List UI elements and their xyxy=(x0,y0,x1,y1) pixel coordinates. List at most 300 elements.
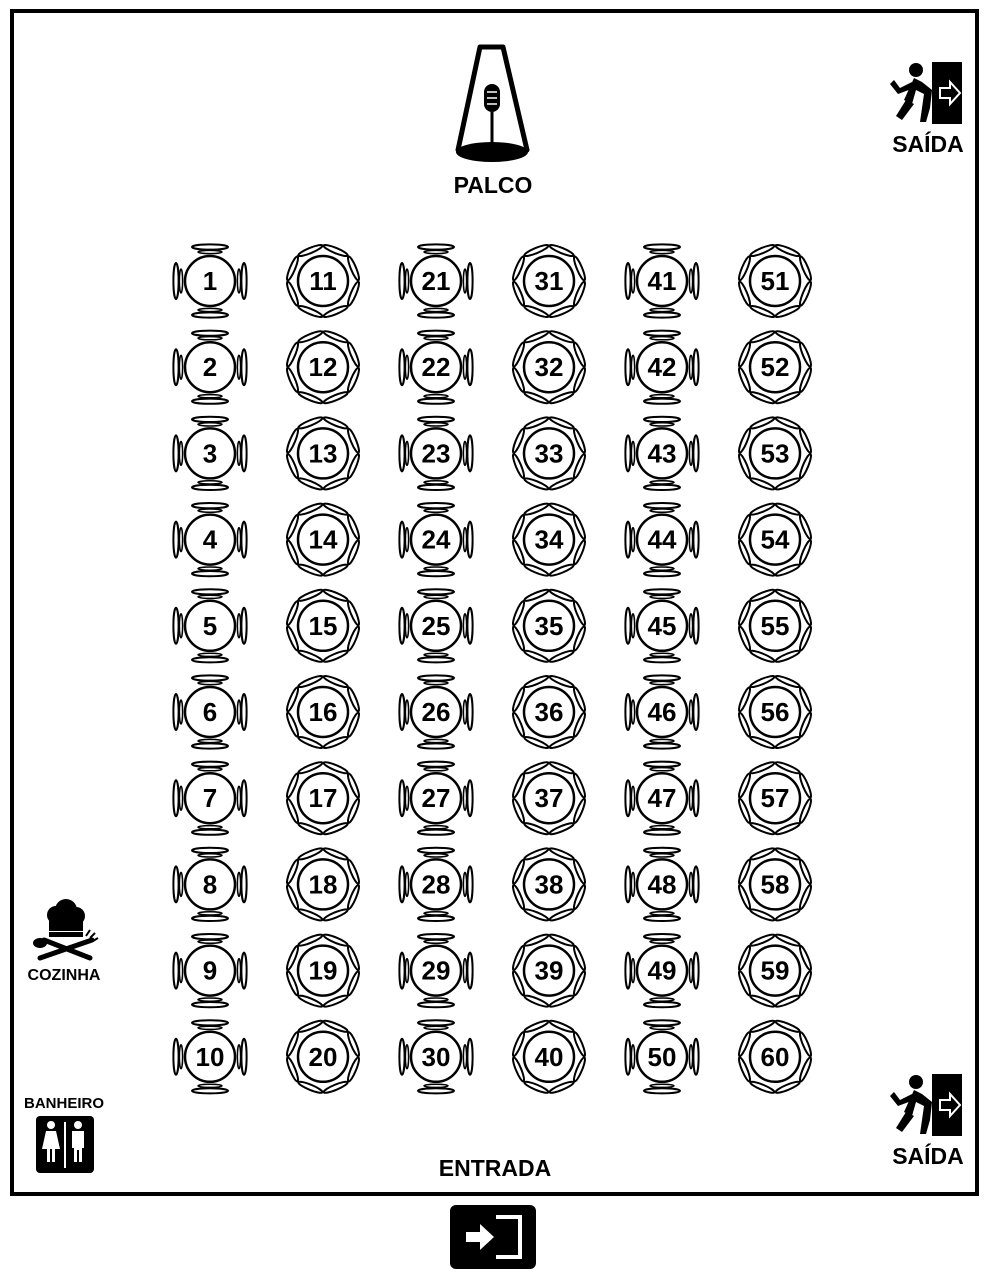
chair xyxy=(241,1039,246,1075)
chair xyxy=(689,269,692,293)
table-20[interactable] xyxy=(285,1019,361,1095)
chair xyxy=(631,1045,634,1069)
table-45[interactable] xyxy=(625,589,698,662)
table-56[interactable] xyxy=(737,674,813,750)
chair xyxy=(418,485,454,490)
table-number: 37 xyxy=(534,783,564,814)
chair xyxy=(644,743,680,748)
chair xyxy=(625,263,630,299)
chair xyxy=(689,1045,692,1069)
chair xyxy=(625,953,630,989)
table-6[interactable] xyxy=(173,675,246,748)
chair xyxy=(424,854,448,857)
chair xyxy=(424,567,448,570)
chair xyxy=(192,657,228,662)
table-number: 18 xyxy=(308,869,338,900)
chair xyxy=(689,786,692,810)
table-4[interactable] xyxy=(173,503,246,576)
table-11[interactable] xyxy=(285,243,361,319)
chair xyxy=(405,441,408,465)
chair xyxy=(418,657,454,662)
chair xyxy=(198,998,222,1001)
chair xyxy=(424,1026,448,1029)
chair xyxy=(644,503,680,508)
running-man-exit-icon xyxy=(890,1074,962,1136)
chair xyxy=(693,435,698,471)
table-32[interactable] xyxy=(511,329,587,405)
chair xyxy=(467,866,472,902)
chair xyxy=(463,700,466,724)
table-number: 44 xyxy=(647,524,677,555)
chair xyxy=(192,762,228,767)
chair xyxy=(192,244,228,249)
table-number: 31 xyxy=(534,266,564,296)
table-number: 40 xyxy=(534,1041,564,1072)
chair xyxy=(650,739,674,742)
chair xyxy=(192,589,228,594)
chair xyxy=(644,657,680,662)
table-number: 1 xyxy=(202,266,218,296)
chair xyxy=(179,1045,182,1069)
table-number: 12 xyxy=(308,352,338,383)
chair xyxy=(650,998,674,1001)
table-57[interactable] xyxy=(737,760,813,836)
chair xyxy=(179,614,182,638)
table-number: 7 xyxy=(202,783,218,814)
chair xyxy=(192,417,228,422)
chair xyxy=(237,872,240,896)
chair xyxy=(405,786,408,810)
chair xyxy=(424,509,448,512)
chair xyxy=(237,528,240,552)
table-number: 45 xyxy=(647,610,677,641)
chair xyxy=(424,423,448,426)
chair xyxy=(418,589,454,594)
chair xyxy=(198,653,222,656)
chair xyxy=(399,435,404,471)
chair xyxy=(625,694,630,730)
chair xyxy=(418,1088,454,1093)
table-number: 32 xyxy=(534,352,564,383)
table-16[interactable] xyxy=(285,674,361,750)
chair xyxy=(693,694,698,730)
chair xyxy=(689,614,692,638)
table-number: 3 xyxy=(202,438,218,469)
table-37[interactable] xyxy=(511,760,587,836)
chair xyxy=(631,614,634,638)
table-number: 25 xyxy=(421,610,451,641)
chair xyxy=(179,872,182,896)
chair xyxy=(650,250,674,253)
chair xyxy=(467,522,472,558)
chair xyxy=(418,743,454,748)
table-17[interactable] xyxy=(285,760,361,836)
table-3[interactable] xyxy=(173,417,246,490)
table-29[interactable] xyxy=(399,934,472,1007)
chair xyxy=(631,786,634,810)
chair xyxy=(192,848,228,853)
table-number: 53 xyxy=(760,438,790,469)
table-number: 33 xyxy=(534,438,564,469)
table-53[interactable] xyxy=(737,416,813,492)
table-5[interactable] xyxy=(173,589,246,662)
chair xyxy=(644,934,680,939)
chair xyxy=(689,872,692,896)
chair xyxy=(689,959,692,983)
table-44[interactable] xyxy=(625,503,698,576)
chair xyxy=(631,700,634,724)
table-58[interactable] xyxy=(737,847,813,923)
table-number: 35 xyxy=(534,610,564,641)
chair xyxy=(650,509,674,512)
table-number: 47 xyxy=(647,783,677,814)
table-9[interactable] xyxy=(173,934,246,1007)
table-number: 50 xyxy=(647,1041,677,1072)
chair xyxy=(198,567,222,570)
chair xyxy=(424,998,448,1001)
table-51[interactable] xyxy=(737,243,813,319)
table-26[interactable] xyxy=(399,675,472,748)
chair xyxy=(693,349,698,385)
table-number: 13 xyxy=(308,438,338,469)
table-43[interactable] xyxy=(625,417,698,490)
chair xyxy=(399,694,404,730)
chair xyxy=(424,912,448,915)
chair xyxy=(237,355,240,379)
chair xyxy=(179,528,182,552)
chair xyxy=(650,768,674,771)
table-18[interactable] xyxy=(285,847,361,923)
chair xyxy=(625,435,630,471)
chair xyxy=(405,1045,408,1069)
table-number: 23 xyxy=(421,438,451,469)
table-49[interactable] xyxy=(625,934,698,1007)
chair xyxy=(689,441,692,465)
chair xyxy=(644,848,680,853)
chair xyxy=(198,826,222,829)
chair xyxy=(650,595,674,598)
chair xyxy=(237,700,240,724)
chair xyxy=(418,244,454,249)
microphone-stage-icon xyxy=(456,47,528,162)
exit-bottom-label: SAÍDA xyxy=(892,1143,964,1169)
chair xyxy=(463,959,466,983)
table-47[interactable] xyxy=(625,762,698,835)
chair xyxy=(644,675,680,680)
chair xyxy=(693,263,698,299)
chair xyxy=(625,866,630,902)
chair xyxy=(418,1002,454,1007)
chair xyxy=(644,399,680,404)
chair xyxy=(418,571,454,576)
chair xyxy=(405,355,408,379)
chair xyxy=(625,780,630,816)
chair xyxy=(467,349,472,385)
chair xyxy=(467,953,472,989)
chair xyxy=(192,312,228,317)
chair xyxy=(241,608,246,644)
chair xyxy=(192,934,228,939)
table-46[interactable] xyxy=(625,675,698,748)
table-28[interactable] xyxy=(399,848,472,921)
chair xyxy=(424,337,448,340)
table-number: 28 xyxy=(421,869,451,900)
chair xyxy=(405,959,408,983)
table-36[interactable] xyxy=(511,674,587,750)
chair xyxy=(198,250,222,253)
table-33[interactable] xyxy=(511,416,587,492)
table-39[interactable] xyxy=(511,933,587,1009)
chair xyxy=(418,399,454,404)
table-number: 24 xyxy=(421,524,451,555)
table-25[interactable] xyxy=(399,589,472,662)
chair xyxy=(405,700,408,724)
chair xyxy=(173,953,178,989)
chair xyxy=(650,940,674,943)
table-50[interactable] xyxy=(625,1020,698,1093)
chair xyxy=(650,567,674,570)
chair xyxy=(644,1088,680,1093)
chair xyxy=(173,608,178,644)
chair xyxy=(644,417,680,422)
chair xyxy=(399,349,404,385)
table-number: 14 xyxy=(308,524,338,555)
chair xyxy=(467,1039,472,1075)
chair xyxy=(179,959,182,983)
table-24[interactable] xyxy=(399,503,472,576)
chair xyxy=(625,522,630,558)
chair xyxy=(644,1002,680,1007)
table-35[interactable] xyxy=(511,588,587,664)
table-number: 20 xyxy=(308,1041,338,1072)
table-34[interactable] xyxy=(511,502,587,578)
chair xyxy=(198,854,222,857)
chair xyxy=(650,854,674,857)
chair xyxy=(424,395,448,398)
table-number: 34 xyxy=(534,524,564,555)
table-number: 60 xyxy=(760,1041,790,1072)
table-52[interactable] xyxy=(737,329,813,405)
table-number: 26 xyxy=(421,697,451,727)
chair xyxy=(650,1084,674,1087)
chair xyxy=(198,509,222,512)
chair xyxy=(405,269,408,293)
table-31[interactable] xyxy=(511,243,587,319)
table-10[interactable] xyxy=(173,1020,246,1093)
chair xyxy=(418,830,454,835)
table-number: 30 xyxy=(421,1041,451,1072)
chair xyxy=(405,614,408,638)
table-number: 10 xyxy=(195,1041,225,1072)
chair xyxy=(179,786,182,810)
chair xyxy=(173,435,178,471)
chair xyxy=(650,681,674,684)
chair xyxy=(467,435,472,471)
table-number: 43 xyxy=(647,438,677,469)
chair xyxy=(173,1039,178,1075)
chair xyxy=(237,786,240,810)
chair xyxy=(198,337,222,340)
chair xyxy=(198,681,222,684)
restroom-icon xyxy=(36,1116,94,1173)
table-number: 58 xyxy=(760,869,790,900)
table-number: 49 xyxy=(647,955,677,986)
chair xyxy=(198,308,222,311)
chair xyxy=(463,614,466,638)
table-2[interactable] xyxy=(173,331,246,404)
chair xyxy=(399,263,404,299)
table-15[interactable] xyxy=(285,588,361,664)
chef-hat-utensils-icon xyxy=(33,899,98,958)
chair xyxy=(644,830,680,835)
table-60[interactable] xyxy=(737,1019,813,1095)
chair xyxy=(644,589,680,594)
chair xyxy=(399,522,404,558)
table-number: 54 xyxy=(760,524,790,555)
exit-top-label: SAÍDA xyxy=(892,131,964,157)
chair xyxy=(241,349,246,385)
table-number: 41 xyxy=(647,266,677,296)
chair xyxy=(418,312,454,317)
table-59[interactable] xyxy=(737,933,813,1009)
chair xyxy=(405,872,408,896)
table-number: 11 xyxy=(309,266,337,296)
chair xyxy=(241,694,246,730)
chair xyxy=(399,866,404,902)
table-number: 38 xyxy=(534,869,564,900)
chair xyxy=(179,441,182,465)
chair xyxy=(693,780,698,816)
chair xyxy=(631,959,634,983)
table-19[interactable] xyxy=(285,933,361,1009)
chair xyxy=(173,522,178,558)
table-number: 46 xyxy=(647,697,677,727)
chair xyxy=(192,331,228,336)
table-number: 9 xyxy=(202,955,218,986)
chair xyxy=(241,780,246,816)
chair xyxy=(689,528,692,552)
chair xyxy=(399,780,404,816)
chair xyxy=(237,614,240,638)
chair xyxy=(198,768,222,771)
table-38[interactable] xyxy=(511,847,587,923)
table-12[interactable] xyxy=(285,329,361,405)
chair xyxy=(418,331,454,336)
stage-label: PALCO xyxy=(453,172,533,198)
chair xyxy=(198,595,222,598)
table-41[interactable] xyxy=(625,244,698,317)
chair xyxy=(463,786,466,810)
table-number: 8 xyxy=(202,869,218,900)
chair xyxy=(631,872,634,896)
table-number: 42 xyxy=(647,352,677,383)
table-55[interactable] xyxy=(737,588,813,664)
chair xyxy=(424,481,448,484)
chair xyxy=(650,653,674,656)
kitchen-label: COZINHA xyxy=(27,967,101,984)
chair xyxy=(241,435,246,471)
chair xyxy=(625,1039,630,1075)
chair xyxy=(424,653,448,656)
chair xyxy=(198,423,222,426)
chair xyxy=(237,1045,240,1069)
table-number: 22 xyxy=(421,352,451,383)
table-27[interactable] xyxy=(399,762,472,835)
table-42[interactable] xyxy=(625,331,698,404)
table-40[interactable] xyxy=(511,1019,587,1095)
chair xyxy=(467,263,472,299)
chair xyxy=(625,608,630,644)
table-8[interactable] xyxy=(173,848,246,921)
chair xyxy=(650,308,674,311)
table-number: 55 xyxy=(760,610,790,641)
table-number: 36 xyxy=(534,697,564,727)
chair xyxy=(631,269,634,293)
chair xyxy=(192,675,228,680)
table-number: 17 xyxy=(308,783,338,814)
chair xyxy=(418,916,454,921)
chair xyxy=(418,934,454,939)
chair xyxy=(418,848,454,853)
table-48[interactable] xyxy=(625,848,698,921)
chair xyxy=(693,608,698,644)
chair xyxy=(237,959,240,983)
chair xyxy=(237,441,240,465)
chair xyxy=(650,1026,674,1029)
chair xyxy=(241,522,246,558)
chair xyxy=(463,1045,466,1069)
chair xyxy=(173,694,178,730)
table-1[interactable] xyxy=(173,244,246,317)
chair xyxy=(467,608,472,644)
table-22[interactable] xyxy=(399,331,472,404)
chair xyxy=(192,1088,228,1093)
chair xyxy=(241,953,246,989)
table-21[interactable] xyxy=(399,244,472,317)
chair xyxy=(198,481,222,484)
chair xyxy=(198,395,222,398)
chair xyxy=(192,485,228,490)
chair xyxy=(424,681,448,684)
chair xyxy=(631,528,634,552)
chair xyxy=(644,1020,680,1025)
table-14[interactable] xyxy=(285,502,361,578)
table-30[interactable] xyxy=(399,1020,472,1093)
chair xyxy=(192,743,228,748)
chair xyxy=(467,780,472,816)
chair xyxy=(644,331,680,336)
chair xyxy=(424,826,448,829)
chair xyxy=(463,441,466,465)
chair xyxy=(467,694,472,730)
table-number: 39 xyxy=(534,955,564,986)
chair xyxy=(424,250,448,253)
chair xyxy=(237,269,240,293)
chair xyxy=(650,912,674,915)
table-23[interactable] xyxy=(399,417,472,490)
chair xyxy=(192,916,228,921)
chair xyxy=(424,940,448,943)
entrance-label: ENTRADA xyxy=(438,1155,552,1181)
chair xyxy=(650,423,674,426)
table-number: 27 xyxy=(421,783,451,814)
chair xyxy=(173,263,178,299)
chair xyxy=(693,1039,698,1075)
table-7[interactable] xyxy=(173,762,246,835)
table-number: 29 xyxy=(421,955,451,986)
table-13[interactable] xyxy=(285,416,361,492)
table-54[interactable] xyxy=(737,502,813,578)
